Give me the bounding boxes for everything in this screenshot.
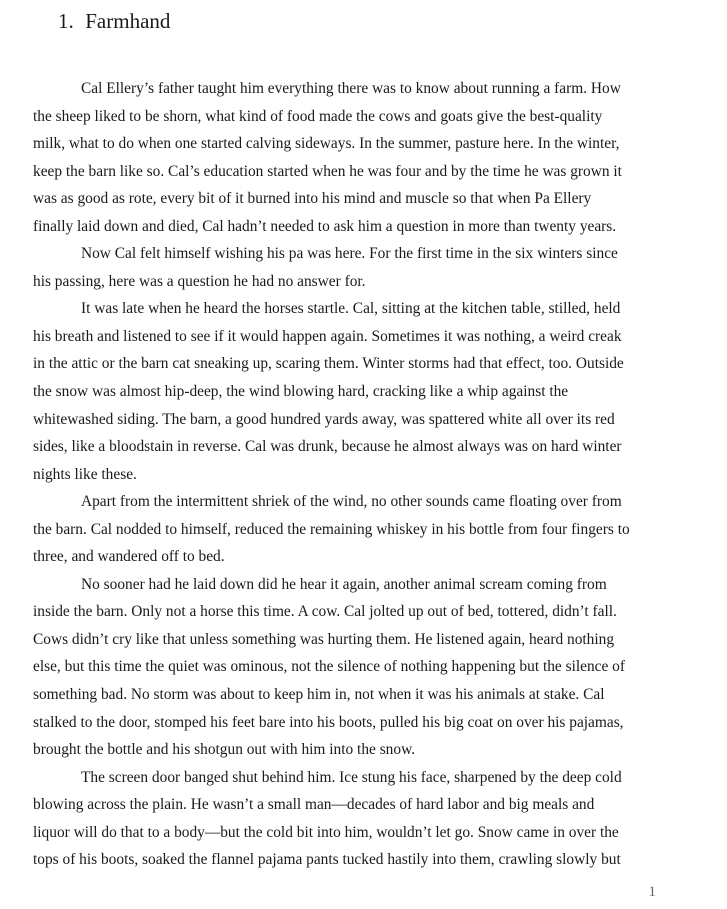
text-line: Apart from the intermittent shriek of the wind, no other sounds came floating over from — [81, 493, 622, 511]
text-line: keep the barn like so. Cal’s education started when he was four and by the time he was grown it — [33, 162, 622, 180]
text-line: finally laid down and died, Cal hadn’t needed to ask him a question in more than twenty years. — [33, 217, 617, 235]
text-line: his breath and listened to see if it would happen again. Sometimes it was nothing, a weird creak — [33, 327, 622, 345]
text-line: in the attic or the barn cat sneaking up, scaring them. Winter storms had that effect, too. Outside — [33, 355, 624, 373]
text-line: tops of his boots, soaked the flannel pajama pants tucked hastily into them, crawling slowly but — [33, 851, 621, 869]
text-line: the barn. Cal nodded to himself, reduced the remaining whiskey in his bottle from four fingers to — [33, 520, 630, 538]
text-line: The screen door banged shut behind him. Ice stung his face, sharpened by the deep cold — [81, 768, 622, 786]
text-line: was as good as rote, every bit of it burned into his mind and muscle so that when Pa Ellery — [33, 190, 592, 208]
text-line: the sheep liked to be shorn, what kind of food made the cows and goats give the best-quality — [33, 107, 603, 125]
chapter-title: Farmhand — [85, 9, 171, 33]
text-line: stalked to the door, stomped his feet bare into his boots, pulled his big coat on over his pajamas, — [33, 713, 624, 731]
text-line: Cal Ellery’s father taught him everything there was to know about running a farm. How — [81, 80, 621, 97]
text-line: blowing across the plain. He wasn’t a small man—decades of hard labor and big meals and — [33, 796, 595, 814]
text-line: sides, like a bloodstain in reverse. Cal was drunk, because he almost always was on hard winter — [33, 438, 622, 456]
text-line: three, and wandered off to bed. — [33, 548, 225, 566]
text-line: else, but this time the quiet was ominous, not the silence of nothing happening but the silence of — [33, 658, 625, 676]
chapter-number: 1. — [58, 9, 74, 33]
page-number: 1 — [648, 884, 656, 900]
chapter-heading — [58, 8, 170, 34]
text-line: It was late when he heard the horses startle. Cal, sitting at the kitchen table, stilled, held — [81, 300, 621, 318]
text-line: whitewashed siding. The barn, a good hundred yards away, was spattered white all over its red — [33, 410, 615, 428]
text-line: brought the bottle and his shotgun out with him into the snow. — [33, 741, 416, 759]
text-line: inside the barn. Only not a horse this time. A cow. Cal jolted up out of bed, tottered, didn’t fall. — [33, 603, 617, 621]
text-line: his passing, here was a question he had no answer for. — [33, 272, 366, 290]
text-line: nights like these. — [33, 465, 137, 483]
text-line: something bad. No storm was about to keep him in, not when it was his animals at stake. Cal — [33, 686, 605, 704]
text-line: Now Cal felt himself wishing his pa was here. For the first time in the six winters since — [81, 245, 618, 263]
body-text — [33, 75, 663, 874]
text-line: liquor will do that to a body—but the cold bit into him, wouldn’t let go. Snow came in over the — [33, 823, 619, 841]
text-line: Cows didn’t cry like that unless something was hurting them. He listened again, heard nothing — [33, 630, 615, 648]
text-line: the snow was almost hip-deep, the wind blowing hard, cracking like a whip against the — [33, 383, 569, 401]
text-line: milk, what to do when one started calving sideways. In the summer, pasture here. In the winter, — [33, 135, 620, 153]
text-line: No sooner had he laid down did he hear it again, another animal scream coming from — [81, 575, 607, 593]
